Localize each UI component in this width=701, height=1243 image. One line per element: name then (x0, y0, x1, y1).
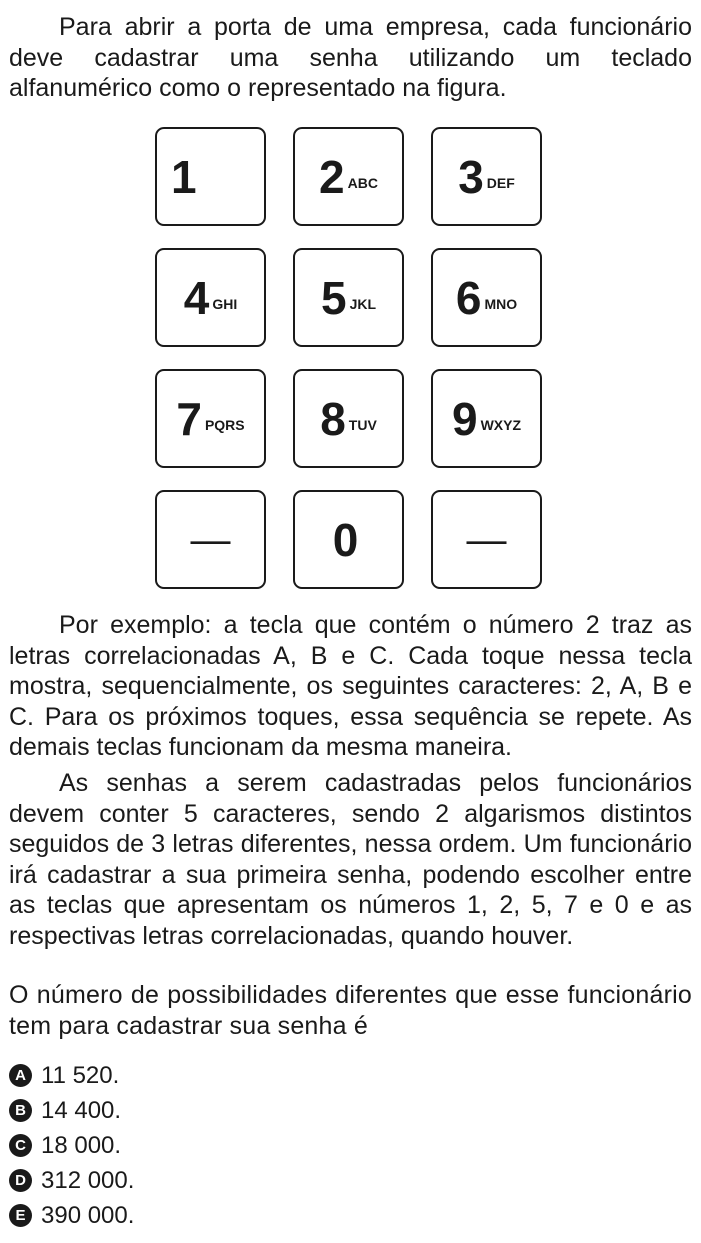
key-number: 9 (451, 392, 478, 445)
option-b[interactable] (9, 1093, 134, 1128)
option-c[interactable] (9, 1128, 134, 1163)
option-letter-badge: A (9, 1064, 32, 1087)
key-letters: WXYZ (480, 417, 522, 433)
key-letters: GHI (212, 296, 238, 312)
key-5 (293, 248, 404, 347)
key-number: 6 (455, 271, 482, 324)
example-paragraph: Por exemplo: a tecla que contém o número 2 traz as letras correlacionadas A, B e C. Cada toque nessa tecla mostra, sequencialmente, os seguintes caracteres: 2, A, B e C. Para os próximos toques, essa sequência se repete. As demais teclas funcionam da mesma maneira. (9, 611, 692, 761)
key-letters: PQRS (204, 417, 245, 433)
answer-options (9, 1058, 134, 1233)
key-number: 2 (319, 150, 345, 203)
key-8 (293, 369, 404, 468)
key-9 (431, 369, 542, 468)
option-e[interactable] (9, 1198, 134, 1233)
rules-paragraph: As senhas a serem cadastradas pelos funcionários devem conter 5 caracteres, sendo 2 algarismos distintos seguidos de 3 letras diferentes, nessa ordem. Um funcionário irá cadastrar a sua primeira senha, podendo escolher entre as teclas que apresentam os números 1, 2, 5, 7 e 0 e as respectivas letras correlacionadas, quando houver. (9, 769, 692, 950)
dash-symbol: — (466, 517, 507, 562)
key-6 (431, 248, 542, 347)
key-letters: DEF (486, 175, 515, 191)
key-number: 1 (171, 150, 197, 203)
key-dash-right (431, 490, 542, 589)
intro-paragraph: Para abrir a porta de uma empresa, cada funcionário deve cadastrar uma senha utilizando um teclado alfanumérico como o representado na figura. (9, 13, 692, 102)
key-number: 5 (320, 271, 347, 324)
option-text: 11 520. (41, 1061, 120, 1089)
key-number: 4 (183, 271, 210, 324)
option-letter-badge: C (9, 1134, 32, 1157)
key-number: 7 (176, 392, 202, 445)
option-letter-badge: D (9, 1169, 32, 1192)
key-7 (155, 369, 266, 468)
key-2 (293, 127, 404, 226)
option-text: 390 000. (41, 1201, 135, 1229)
question-stem: O número de possibilidades diferentes que esse funcionário tem para cadastrar sua senha é (9, 981, 692, 1040)
key-number: 8 (320, 392, 346, 445)
option-letter-badge: B (9, 1099, 32, 1122)
key-number: 3 (458, 150, 484, 203)
key-letters: ABC (347, 175, 378, 191)
key-dash-left (155, 490, 266, 589)
option-d[interactable] (9, 1163, 134, 1198)
key-number: 0 (332, 513, 359, 566)
alphanumeric-keypad-figure (155, 127, 547, 592)
key-letters: JKL (349, 296, 377, 312)
key-0 (293, 490, 404, 589)
option-text: 18 000. (41, 1131, 122, 1159)
option-a[interactable] (9, 1058, 134, 1093)
option-text: 312 000. (41, 1166, 135, 1194)
key-letters: MNO (484, 296, 518, 312)
key-4 (155, 248, 266, 347)
key-1 (155, 127, 266, 226)
option-letter-badge: E (9, 1204, 32, 1227)
option-text: 14 400. (41, 1096, 122, 1124)
key-3 (431, 127, 542, 226)
key-letters: TUV (348, 417, 377, 433)
dash-symbol: — (190, 517, 231, 562)
